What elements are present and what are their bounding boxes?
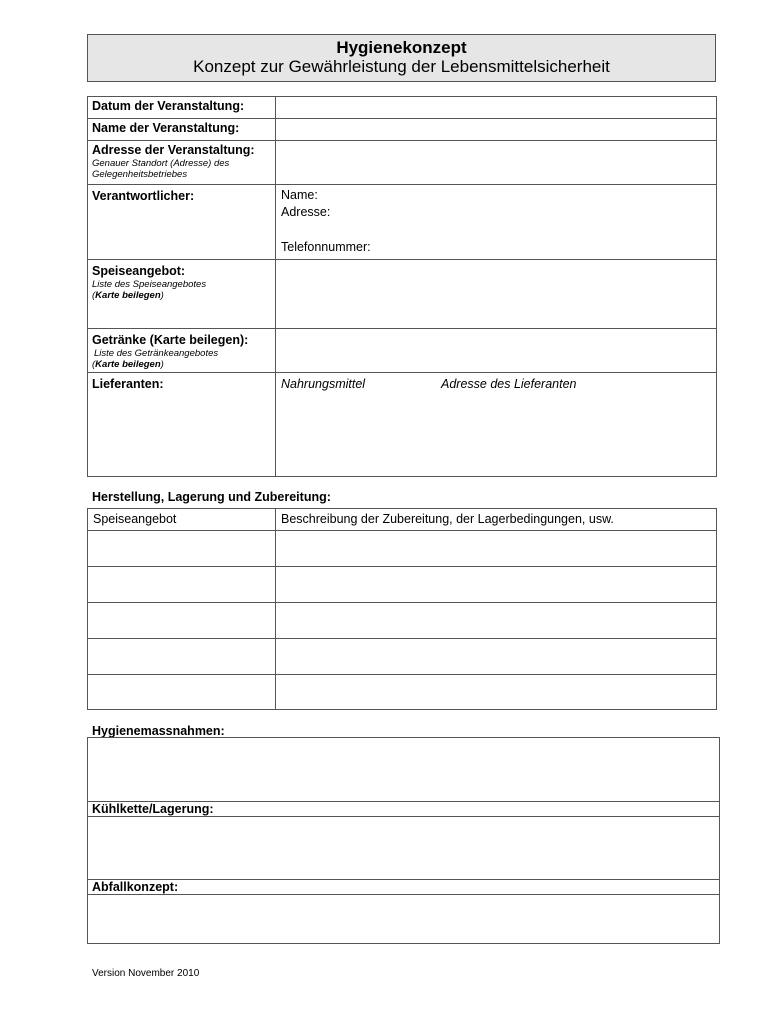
row-lieferanten [88, 373, 717, 477]
footer-version: Version November 2010 [92, 968, 200, 979]
verantwortlicher-label: Verantwortlicher: [92, 189, 195, 203]
name-label: Name der Veranstaltung: [92, 121, 240, 135]
hygiene-input-area[interactable] [88, 738, 719, 801]
getraenke-label: Getränke (Karte beilegen): [92, 333, 249, 347]
herstellung-cell-beschreibung[interactable] [276, 639, 717, 675]
herstellung-table [87, 508, 717, 710]
kuehlkette-label: Kühlkette/Lagerung: [92, 802, 214, 816]
speise-input-cell[interactable] [276, 260, 717, 329]
herstellung-row [88, 639, 717, 675]
document-title: Hygienekonzept [336, 38, 467, 57]
hygiene-heading: Hygienemassnahmen: [92, 724, 225, 738]
datum-input-cell[interactable] [276, 97, 717, 119]
row-verantwortlicher [88, 185, 717, 260]
speise-hint-card: (Karte beilegen) [92, 290, 164, 301]
adresse-input-cell[interactable] [276, 141, 717, 185]
document-subtitle: Konzept zur Gewährleistung der Lebensmittelsicherheit [193, 57, 610, 76]
verantwortlicher-input-cell[interactable] [276, 185, 717, 260]
adresse-label-cell [88, 141, 276, 185]
verantwortlicher-adresse: Adresse: [281, 205, 331, 219]
getraenke-label-cell [88, 329, 276, 373]
kuehlkette-input-area[interactable] [88, 817, 719, 879]
herstellung-row [88, 675, 717, 710]
herstellung-cell-speise[interactable] [88, 639, 276, 675]
speise-hint: Liste des Speiseangebotes [92, 279, 207, 290]
herstellung-col2-header: Beschreibung der Zubereitung, der Lagerbedingungen, usw. [276, 509, 717, 531]
row-adresse [88, 141, 717, 185]
herstellung-cell-speise[interactable] [88, 567, 276, 603]
row-getraenke [88, 329, 717, 373]
adresse-label: Adresse der Veranstaltung: [92, 143, 255, 157]
herstellung-row [88, 603, 717, 639]
getraenke-hint: Liste des Getränkeangebotes [94, 348, 219, 359]
abfall-label: Abfallkonzept: [92, 880, 179, 894]
herstellung-heading: Herstellung, Lagerung und Zubereitung: [92, 490, 331, 504]
herstellung-cell-speise[interactable] [88, 675, 276, 710]
event-details-table [87, 96, 717, 477]
herstellung-cell-speise[interactable] [88, 603, 276, 639]
verantwortlicher-label-cell [88, 185, 276, 260]
row-datum [88, 97, 717, 119]
verantwortlicher-name: Name: [281, 188, 318, 202]
getraenke-hint-card: (Karte beilegen) [92, 359, 164, 370]
speise-label-cell [88, 260, 276, 329]
lieferanten-col-adresse: Adresse des Lieferanten [441, 377, 577, 391]
herstellung-row [88, 531, 717, 567]
herstellung-cell-beschreibung[interactable] [276, 531, 717, 567]
herstellung-row [88, 567, 717, 603]
herstellung-cell-beschreibung[interactable] [276, 675, 717, 710]
name-label-cell [88, 119, 276, 141]
speise-label: Speiseangebot: [92, 264, 186, 278]
row-name [88, 119, 717, 141]
name-input-cell[interactable] [276, 119, 717, 141]
hygiene-box [87, 737, 720, 944]
datum-label-cell [88, 97, 276, 119]
datum-label: Datum der Veranstaltung: [92, 99, 245, 113]
adresse-hint: Genauer Standort (Adresse) des Gelegenheitsbetriebes [92, 158, 230, 180]
getraenke-input-cell[interactable] [276, 329, 717, 373]
herstellung-cell-speise[interactable] [88, 531, 276, 567]
herstellung-cell-beschreibung[interactable] [276, 603, 717, 639]
lieferanten-input-cell[interactable] [276, 373, 717, 477]
lieferanten-col-nahrungsmittel: Nahrungsmittel [281, 377, 366, 391]
document-header [87, 34, 716, 82]
herstellung-cell-beschreibung[interactable] [276, 567, 717, 603]
lieferanten-label-cell [88, 373, 276, 477]
herstellung-col1-header: Speiseangebot [88, 509, 276, 531]
herstellung-header-row [88, 509, 717, 531]
verantwortlicher-telefon: Telefonnummer: [281, 240, 371, 254]
divider [88, 879, 719, 880]
lieferanten-label: Lieferanten: [92, 377, 164, 391]
abfall-input-area[interactable] [88, 895, 719, 943]
row-speiseangebot [88, 260, 717, 329]
